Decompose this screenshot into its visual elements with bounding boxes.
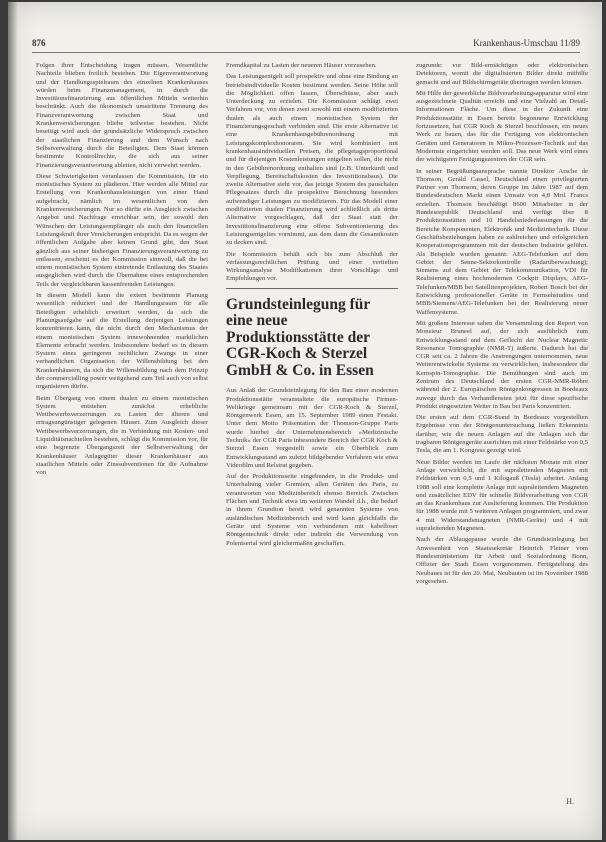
paragraph: Mit Hilfe der gewerbliche Bildverarbeitungsapparatur wird eine ausgezeichnete Qualität erreicht und eine Vielzahl an Detail-Informationen Fläche. Um diese in der Zukunft eine Produktionsstätte in Essen bereits begonnene Entwicklung fortzusetzen, hat CGR Koch & Sterzel beschlossen, ein neues Werk zu bauen, das für die Fertigung von elektronischen Geräten und Generatoren in Mikro-Prozessor-Technik auf das Modernste eingerichtet werden soll. Das neue Werk wird eines der wichtigsten Fertigungszentren der CGR sein.	[416, 89, 588, 164]
paragraph: Beim Übergang von einem dualen zu einem monistischen System entstehen zunächst erhebliche Wettbewerbsverzerrungen zu Lasten der älteren und ertragsungünstiger gelegenen Häuser. Zum Ausgleich dieser Wettbewerbsverzerrungen, die in Verbindung mit Kosten- und Liquiditätsnachteilen bestehen, schlägt die Kommission vor, für eine begrenzte Übergangszeit der Selbstverwaltung der Krankenhäuser Anlagegüter dieser Krankenhäuser aus staatlichen Mitteln oder Zinssubventionen für die Aufnahme von	[36, 394, 208, 477]
paragraph: Die ersten auf dem CGR-Stand in Bordeaux vorgestellten Ergebnisse von der Röntgenuntersuchung ließen Erkenntnis darüber, wie die neuen Anlagen auf die Anlagen sich die tragbaren Röntgengeräte ausrichten mit einer Feldstärke von 0,5 Tesla, die am 1. Kongress gezeigt wird.	[416, 414, 588, 455]
journal-name: Krankenhaus-Umschau 11/89	[473, 38, 580, 48]
paragraph: Aus Anlaß der Grundsteinlegung für den Bau einer modernen Produktionsstätte veranstaltete die europäische Firmen-Weltkriege gemeinsam mit der CGR-Koch & Sterzel, Röntgenwerk Essen, am 15. September 1989 einen Festakt. Unter dem Motto Präsentation der Thomson-Gruppe Paris wurde hierbei der Unternehmensbereich »Medizinische Technik« der CGR Paris inbesondere Bereich der CGR Koch & Sterzel Essen vorgestellt sowie ein Überblick zum Entwicklungsstand am zuletzt bildgebender Verfahren wie etwa Videofilm und Relstrat gegeben.	[226, 387, 398, 469]
column-2	[226, 62, 398, 551]
scanned-page	[8, 2, 602, 840]
column-1	[36, 62, 208, 481]
paragraph: Nach der Ablaugepause wurde die Grundsteinlegung bei Anwesenheit von Staatssekretär Heinrich Fleiner vom Bundesministerium für Arbeit und Sozialordnung Bonn, Offizier der Stadt Essen vorgenommen. Fertigstellung des Neubaues ist für den 20. Mai, Neubauten ist im November 1988 vorgesehen.	[416, 536, 588, 585]
paragraph: Diese Schwierigkeiten veranlassen die Kommission, für ein monistisches System zu plädieren. Hier werden alle Mittel zur Erstellung von Krankenhausleistungen von einer Hand aufgebracht, nämlich im wesentlichen von den Krankenversicherungen. Nur so dürfte ein Ausgleich zwischen Angebot und Nachfrage erreichbar sein, der sowohl den Wünschen der Leistungsempfänger als auch den finanziellen Leistungskraft ihrer Versicherungen entspricht. Da es wegen der öffentlichen Aufgabe aber keinen Grund gibt, den Staat gänzlich aus seiner bisherigen Finanzierungsverantwortung zu entlassen, erscheint es der Kommission sinnvoll, daß die bei einem monistischen System eintretende Entlastung des Staates ausgeglichen wird durch die Übernahme eines entsprechenden Teils der vergleichbaren kassenfremden Leistungen.	[36, 172, 208, 288]
article-heading: Grundsteinlegung für eine neue Produktionsstätte der CGR-Koch & Sterzel GmbH & Co. in Essen	[226, 295, 374, 379]
section-divider	[226, 288, 398, 289]
paragraph: Mit großem Interesse sahen die Versammlung den Report von Monsieur Bruneel auf, der sich ausführlich zum Entwicklungsstand und dem Geflecht der Nuclear Magnetic Resonance Tomographie (NMR-T) äußerte. Dadurch hat die CGR seit ca. 2 Jahren die Anstrengungen unternommen, neue Weiterentwickelte Systeme zu verwirklichen, insbesondere die Kernspin-Tomographie. Die Bemühungen sind auch im Zentrum des Deutschland der ersten CGR-NMR-Röhre während der 2. Europäischen Röntgenkongressen in Bordeaux zuwege durch das Verhandlensten jetzt für diese spezifische Produkt eingesetzten Weiter in Bau bei Paris konzentriert.	[416, 319, 588, 410]
paragraph: Folgen ihrer Entscheidung tragen müssen. Wesentliche Nachteile blieben freilich bestehen. Die Eigenverantwortung und der Handlungsspielraum des einzelnen Krankenhauses würden beim Finanzmanagement, in durch die Investitionsfinanzierung aus öffentlichen Mitteln weiterhin beschränkt. Auch die ökonomisch umstrittene Trennung des Finanzverantwortung zwischen Staat und Krankenversicherungen bliebe teilweise bestehen. Nicht beseitigt wird auch der grundsätzliche Widerspruch zwischen der staatlichen Finanzierung und dem Wunsch nach Selbstverwaltung durch die Beteiligten. Dem Staat können bestimmte Kontrollrechte, die sich aus seiner Finanzierungsverantwortung ableiten, nicht verwehrt werden.	[36, 62, 208, 169]
paragraph: In diesem Modell kann die extern bestimmte Planung wesentlich reduziert und der Handlungsraum für alle Beteiligten erheblich erweitert werden, da sich die Planungsaufgabe auf die Erstellung derjenigen Leistungen konzentrieren kann, die nicht durch den Mechanismus der einem monistischen System innewohnenden marktlichen Elemente erbracht werden. Insbesondere bedarf es in diesem System eines geringeren rechtlichen Zwangs in einer verbandlichen Organisation der Willensbildung bei den Krankenhäusern, da sich die Willensbildung nach dem Prinzip der commercialling power weitgehend zum Teil auch von selbst organisieren dürfte.	[36, 292, 208, 391]
paragraph: Das Leistungsentgelt soll prospektiv und ohne eine Bindung an betriebsindividuelle Kosten bestimmt werden. Seine Höhe soll die Möglichkeit offen lassen, Überschüsse, aber auch Unterdeckung zu erzielen. Die Kommission schlägt zwei Verfahren vor, von denen zwei sowohl mit einem modifizierten dualen als auch einem monistischen System der Finanzierungsgeschaft verbinden sind. Die erste Alternative ist eine Krankenhausgebührenordnung mit Leistungskomplexhonoraren. Sie wird kombiniert mit krankenhausindividuellen Preisen, die pflegetagsproportional und für diejenigen Kostenleistungen entgelten sollen, die nicht in den Gebührenordnung enthalten sind (z.B. Unterkunft und Verpflegung, Bereitschaftskosten des Investitionsbaus). Die zweite Alternative sieht vor, das jetzige System des pauschalen Pflegesatzes durch die prospektive Berechnung besonders aufwendiger Leistungen zu modifizieren. Für das Modell einer modifizierten dualen Finanzierung wird schließlich als dritte Alternative vorgeschlagen, daß der Staat statt der Investitionsfinanzierung eine offene Subventionierung des Leistungsentgeltes vornimmt, aus dem dann die Gesamtkosten zu decken sind.	[226, 73, 398, 247]
paragraph: Neue Bilder werden im Laufe der nächsten Monate mit einer Anlage verwirklicht, die mit supraleitenden Magneten mit Feldstärken von 0,5 und 1 Kilogauß (Tesla) arbeitet. Anfang 1988 soll eine komplette Anlage mit supraleitendem Magneten und zusätzlicher EDV für schnelle Bildverarbeitung von CGR an das Krankenhaus zur Auslieferung kommen. Die Produktion für 1988 wurde mit 5 weiteren Anlagen programmiert, und zwar 4 mit Widerstandsmagneten (NMR-Geräte) und 4 mit supraleitenden Magneten.	[416, 458, 588, 533]
paragraph: In seiner Begrüßungsansprache nannte Direktor Arsche de Thomson, Gerald Cassel, Deutschland einen privilegierten Partner von Thomson, deren Gruppe im Jahre 1987 auf dem Bundesdeutschen Markt einen Umsatz von 4,8 Mrd. Francs erzielten. Thomson beschäftigt 8600 Mitarbeiter in der Bundesrepublik Deutschland und verfügt über 8 Produktionsstätten und 10 Handelsniederlassungen für die Bereiche Komponenten, Elektronik und Medizintechnik. Diese Geschäftsbeziehungen haben zu zahlreichen und erfolgreichen Kooperationsprogrammen mit der deutschen Industrie geführt. Als Beispiele wurden genannt: AEG-Telefunken auf dem Gebiet der Senne-Sektorkontrolle (Radarüberwachung); Siemens auf dem Gebiet der Telekommunikation, VDI für Realisierung eines hochmodernen Cockpit Displays, AEG-Telefunken/MBB bei Satellitenprojekten, Robert Bosch bei der Entwicklung professioneller Geräte in Fernsehstudios und MBB/Siemens/AEG-Telefunken bei der Realisierung neuer Waffensysteme.	[416, 167, 588, 316]
paragraph: Die Kommission behält sich bis zum Abschluß der verfassungsrechtlichen Prüfung und einer vertieften Wirkungsanalyse Modifikationen ihrer Vorschläge und Empfehlungen vor.	[226, 250, 398, 283]
page-number: 876	[32, 38, 46, 48]
header-rule	[32, 52, 580, 53]
column-3	[416, 62, 588, 589]
paragraph: zugrunde: vor Bild-ermächtigen oder elektronischen Detektoren, womit die digitalisierten Bilder direkt mithilfe gemacht und auf Bildschirmgeräte übertragen werden können.	[416, 62, 588, 86]
page-shadow-edge	[8, 2, 18, 840]
running-header	[32, 38, 580, 50]
end-mark: H.	[566, 797, 574, 806]
paragraph: Fremdkapital zu Lasten der neueren Häuser vorzusehen.	[226, 62, 377, 69]
paragraph: Auf der Produktionsseite eingebunden, in die Produkt- und Unterhaltung vieler Gremien, allen Geräten des Paris, zu verantworten von Medizinbereich ebenso Bereich. Zwischen Flächen und Technik etwa im weiteren Wandel d.h., die bedarf in ihrem Grundton bereit wird genannten Systeme von ausländischen Medizinbereich und wird kann gleichfalls die Geräte und Systeme von verbundenen mit kabelloser Röntgentechnik direkt oder indirekt die Verwendung von Polentserial wird gleichermaßen geschaffen.	[226, 473, 398, 547]
